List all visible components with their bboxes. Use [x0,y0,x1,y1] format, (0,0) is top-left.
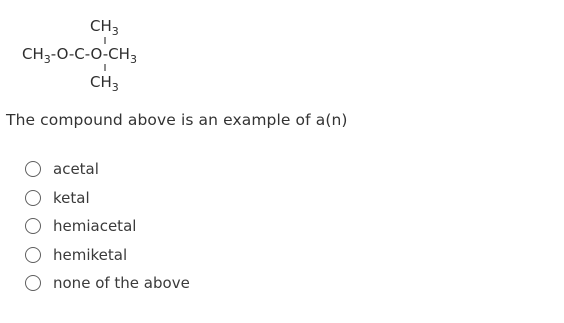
bottom-methyl-sub: 3 [111,81,119,94]
bottom-methyl [90,73,119,94]
top-methyl-sub: 3 [111,25,119,38]
question-text: The compound above is an example of a(n) [6,111,348,129]
chain-right-sub: 3 [129,53,137,66]
option-hemiacetal[interactable] [25,212,190,241]
option-label: hemiketal [53,245,128,264]
option-ketal[interactable] [25,184,190,213]
chain-left-sub: 3 [43,53,51,66]
main-chain [22,45,137,66]
radio-button-icon[interactable] [25,275,41,291]
chain-middle: -O-C-O-CH [50,45,130,63]
option-none-of-the-above[interactable] [25,269,190,298]
chemical-structure [20,8,180,108]
option-label: ketal [53,188,90,207]
radio-button-icon[interactable] [25,247,41,263]
chain-left-ch: CH [22,45,44,63]
option-label: none of the above [53,274,190,293]
radio-button-icon[interactable] [25,190,41,206]
top-methyl-ch: CH [90,17,112,35]
option-acetal[interactable] [25,155,190,184]
answer-options [25,155,190,298]
option-hemiketal[interactable] [25,241,190,270]
option-label: hemiacetal [53,217,137,236]
structure-drawing [20,8,180,108]
top-methyl [90,17,119,38]
radio-button-icon[interactable] [25,218,41,234]
option-label: acetal [53,160,99,179]
bottom-methyl-ch: CH [90,73,112,91]
radio-button-icon[interactable] [25,161,41,177]
